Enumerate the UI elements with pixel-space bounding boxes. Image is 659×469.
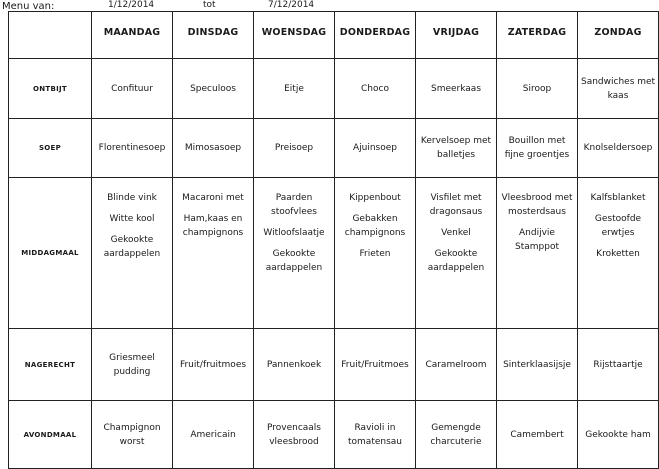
day-header-wednesday: WOENSDAG (254, 12, 335, 59)
menu-cell-thursday (335, 329, 416, 401)
dish (176, 191, 250, 205)
dish-text-line: Caramelroom (425, 359, 487, 370)
dish (581, 191, 655, 205)
dish-text-line: Gebakken (352, 214, 398, 224)
dish (500, 226, 574, 254)
dish-text-line: Venkel (441, 228, 471, 238)
dish-text-line: mosterdsaus (508, 207, 566, 217)
day-header-saturday: ZATERDAG (497, 12, 578, 59)
dish-text-line: Gekookte (110, 235, 154, 245)
menu-cell-saturday (497, 119, 578, 178)
dish-text-line: Kippenbout (349, 193, 401, 203)
menu-cell-sunday (578, 401, 659, 469)
dish-text-line: vleesbrood (269, 436, 319, 447)
dish (419, 247, 493, 275)
from-date: 1/12/2014 (108, 0, 155, 10)
weekly-menu-table (8, 11, 659, 469)
dish-text-line: Fruit/fruitmoes (179, 359, 247, 370)
dish-text-line: Speculoos (190, 83, 236, 94)
dish (338, 82, 412, 96)
dish-text-line: Frieten (359, 249, 391, 259)
dish-text-line: Stamppot (515, 242, 559, 252)
menu-cell-saturday (497, 178, 578, 329)
dish-text-line: Bouillon met (508, 136, 566, 146)
dish-text-line: Kalfsblanket (590, 193, 646, 203)
dish-text-line: erwtjes (601, 228, 635, 238)
dish (338, 212, 412, 240)
menu-cell-wednesday (254, 401, 335, 469)
menu-cell-tuesday (173, 119, 254, 178)
dish-text-line: Andijvie (519, 228, 555, 238)
menu-cell-monday (92, 329, 173, 401)
dish-text-line: pudding (113, 366, 151, 377)
dish (257, 82, 331, 96)
dish (95, 191, 169, 205)
dish (581, 358, 655, 372)
dish (95, 141, 169, 155)
menu-cell-sunday (578, 178, 659, 329)
dish (419, 134, 493, 162)
dish-text-line: Preisoep (274, 143, 314, 153)
dish (338, 247, 412, 261)
meal-row-middagmaal (9, 178, 659, 329)
menu-cell-tuesday (173, 401, 254, 469)
dish-text-line: Witloofslaatje (263, 228, 325, 238)
dish (419, 358, 493, 372)
dish-text-line: champignons (182, 228, 244, 238)
menu-label: Menu van: (2, 1, 55, 12)
dish (500, 191, 574, 219)
dish-text-line: Paarden (275, 193, 313, 203)
dish (95, 82, 169, 96)
dish (176, 141, 250, 155)
dish (338, 421, 412, 449)
dish-text-line: tomatensau (348, 436, 402, 447)
dish-text-line: Kroketten (596, 249, 640, 259)
dish (176, 428, 250, 442)
meal-label: AVONDMAAL (9, 401, 92, 469)
dish-text-line: Siroop (522, 83, 552, 94)
dish (500, 82, 574, 96)
dish-text-line: Eitje (284, 83, 304, 94)
dish-text-line: Macaroni met (182, 193, 244, 203)
dish-text-line: Gemengde (431, 422, 481, 433)
menu-cell-thursday (335, 119, 416, 178)
dish-text-line: Visfilet met (430, 193, 482, 203)
dish-text-line: fijne groentjes (504, 150, 570, 160)
dish (257, 226, 331, 240)
dish-text-line: Sinterklaasijsje (503, 359, 571, 370)
dish-text-line: Americain (190, 429, 236, 440)
day-header-thursday: DONDERDAG (335, 12, 416, 59)
menu-cell-wednesday (254, 178, 335, 329)
meal-label: NAGERECHT (9, 329, 92, 401)
corner-cell (9, 12, 92, 59)
dish-text-line: aardappelen (427, 263, 485, 273)
dish-text-line: stoofvlees (271, 207, 317, 217)
menu-cell-monday (92, 401, 173, 469)
dish (176, 358, 250, 372)
meal-label: MIDDAGMAAL (9, 178, 92, 329)
dish-text-line: Gekookte (434, 249, 478, 259)
dish (581, 428, 655, 442)
dish-text-line: Griesmeel (109, 352, 155, 363)
dish (419, 226, 493, 240)
dish (95, 421, 169, 449)
dish (581, 212, 655, 240)
dish (257, 247, 331, 275)
dish-text-line: Smeerkaas (430, 83, 482, 94)
menu-cell-saturday (497, 329, 578, 401)
dish (581, 141, 655, 155)
meal-label: ONTBIJT (9, 59, 92, 119)
dish (257, 141, 331, 155)
dish-text-line: Witte kool (109, 214, 155, 224)
dish (95, 351, 169, 379)
dish (500, 358, 574, 372)
to-date: 7/12/2014 (268, 0, 315, 10)
menu-cell-sunday (578, 119, 659, 178)
menu-cell-wednesday (254, 329, 335, 401)
day-header-monday: MAANDAG (92, 12, 173, 59)
dish-text-line: Provencaals (266, 422, 321, 433)
menu-cell-monday (92, 59, 173, 119)
menu-cell-thursday (335, 59, 416, 119)
day-header-friday: VRIJDAG (416, 12, 497, 59)
dish (257, 191, 331, 219)
dish (338, 141, 412, 155)
menu-cell-thursday (335, 178, 416, 329)
menu-cell-monday (92, 119, 173, 178)
menu-cell-wednesday (254, 59, 335, 119)
dish (419, 421, 493, 449)
dish-text-line: Gekookte ham (585, 429, 651, 440)
dish-text-line: Rijsttaartje (593, 359, 643, 370)
meal-row-ontbijt (9, 59, 659, 119)
dish-text-line: Gekookte (272, 249, 316, 259)
dish (176, 82, 250, 96)
menu-cell-monday (92, 178, 173, 329)
dish (581, 247, 655, 261)
dish (95, 233, 169, 261)
menu-cell-sunday (578, 329, 659, 401)
dish-text-line: balletjes (436, 150, 476, 160)
day-header-tuesday: DINSDAG (173, 12, 254, 59)
meal-row-nagerecht (9, 329, 659, 401)
dish-text-line: Blinde vink (107, 193, 157, 203)
dish (257, 421, 331, 449)
dish-text-line: Knolseldersoep (583, 143, 653, 153)
menu-cell-friday (416, 329, 497, 401)
dish (338, 191, 412, 205)
dish-text-line: aardappelen (103, 249, 161, 259)
meal-row-soep (9, 119, 659, 178)
dish-text-line: Gestoofde (594, 214, 642, 224)
menu-cell-friday (416, 119, 497, 178)
dish (581, 75, 655, 103)
tot-label: tot (203, 0, 216, 10)
meal-label: SOEP (9, 119, 92, 178)
dish-text-line: Choco (361, 83, 389, 94)
menu-cell-tuesday (173, 178, 254, 329)
dish-text-line: Fruit/Fruitmoes (341, 359, 409, 370)
meal-row-avondmaal (9, 401, 659, 469)
menu-cell-saturday (497, 59, 578, 119)
menu-cell-friday (416, 59, 497, 119)
menu-cell-sunday (578, 59, 659, 119)
dish-text-line: Camembert (510, 429, 564, 440)
dish-text-line: dragonsaus (429, 207, 483, 217)
menu-cell-tuesday (173, 59, 254, 119)
dish-text-line: Champignon (103, 422, 161, 433)
day-header-row (9, 12, 659, 59)
dish (338, 358, 412, 372)
dish-text-line: Pannenkoek (266, 359, 322, 370)
menu-cell-tuesday (173, 329, 254, 401)
menu-cell-saturday (497, 401, 578, 469)
dish-text-line: aardappelen (265, 263, 323, 273)
menu-cell-thursday (335, 401, 416, 469)
dish-text-line: Kervelsoep met (420, 136, 492, 146)
dish-text-line: worst (119, 436, 145, 447)
dish-text-line: Mimosasoep (184, 143, 242, 153)
dish (257, 358, 331, 372)
dish-text-line: Confituur (111, 83, 153, 94)
dish-text-line: Ham,kaas en (183, 214, 243, 224)
menu-cell-wednesday (254, 119, 335, 178)
menu-cell-friday (416, 178, 497, 329)
dish (500, 134, 574, 162)
dish (419, 191, 493, 219)
dish-text-line: charcuterie (430, 436, 482, 447)
dish-text-line: Florentinesoep (98, 143, 166, 153)
dish-text-line: champignons (344, 228, 406, 238)
dish (176, 212, 250, 240)
dish-text-line: Ravioli in (354, 422, 396, 433)
day-header-sunday: ZONDAG (578, 12, 659, 59)
dish (419, 82, 493, 96)
dish-text-line: kaas (607, 90, 629, 101)
dish (500, 428, 574, 442)
dish (95, 212, 169, 226)
dish-text-line: Sandwiches met (581, 76, 656, 87)
dish-text-line: Ajuinsoep (352, 143, 397, 153)
dish-text-line: Vleesbrood met (501, 193, 573, 203)
menu-cell-friday (416, 401, 497, 469)
